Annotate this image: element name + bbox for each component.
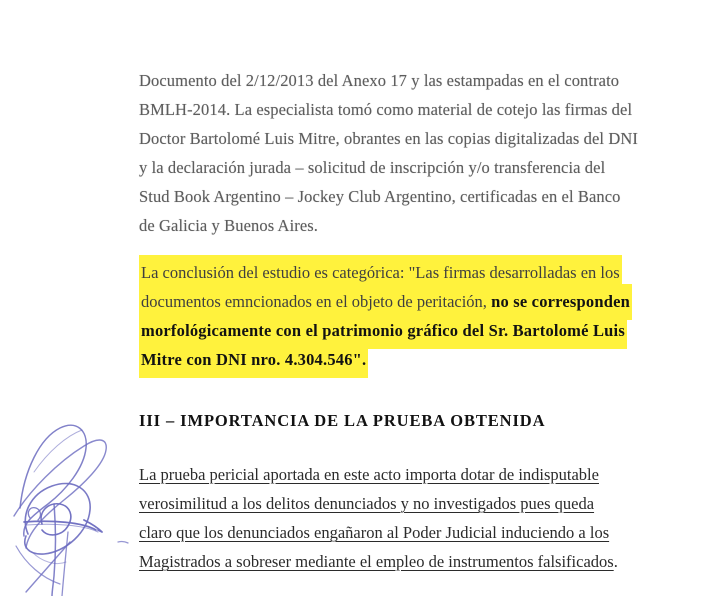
quote-line-2 [139,284,679,313]
closing-line-4 [139,547,679,576]
quote-line-3 [139,313,679,342]
handwritten-signature [8,412,143,596]
closing-line-1-text: La prueba pericial aportada en este acto importa dotar de indisputable [139,465,599,484]
closing-line-2 [139,489,679,518]
closing-line-4-text: Magistrados a sobreser mediante el empleo de instrumentos falsificados [139,552,614,571]
closing-final-period: . [613,552,618,571]
section-heading: III – IMPORTANCIA DE LA PRUEBA OBTENIDA [139,411,546,430]
quote-line-3-text: morfológicamente con el patrimonio gráfico del Sr. Bartolomé Luis [139,313,627,349]
quote-line-1-text: La conclusión del estudio es categórica: "Las firmas desarrolladas en los [139,255,622,291]
closing-line-3-text: claro que los denunciados engañaron al Poder Judicial induciendo a los [139,523,610,542]
closing-line-2-text: verosimilitud a los delitos denunciados y no investigados pues queda [139,494,595,513]
intro-line-4: y la declaración jurada – solicitud de inscripción y/o transferencia del [139,158,606,177]
intro-paragraph [139,66,674,240]
quote-line-1 [139,255,679,284]
intro-line-6: de Galicia y Buenos Aires. [139,216,319,235]
closing-line-1 [139,460,679,489]
closing-paragraph [139,460,679,576]
signature-icon [8,412,143,596]
intro-line-1: Documento del 2/12/2013 del Anexo 17 y las estampadas en el contrato [139,71,620,90]
quote-line-4-text: Mitre con DNI nro. 4.304.546". [139,342,368,378]
intro-paragraph-block [139,66,674,240]
closing-line-3 [139,518,679,547]
intro-line-3: Doctor Bartolomé Luis Mitre, obrantes en las copias digitalizadas del DNI [139,129,638,148]
intro-line-5: Stud Book Argentino – Jockey Club Argentino, certificadas en el Banco [139,187,621,206]
quote-line-2-normal: documentos emncionados en el objeto de peritación, [141,292,492,311]
quote-line-2-bold: no se corresponden [491,292,631,311]
highlighted-quote-block [139,255,679,371]
intro-line-2: BMLH-2014. La especialista tomó como material de cotejo las firmas del [139,100,633,119]
